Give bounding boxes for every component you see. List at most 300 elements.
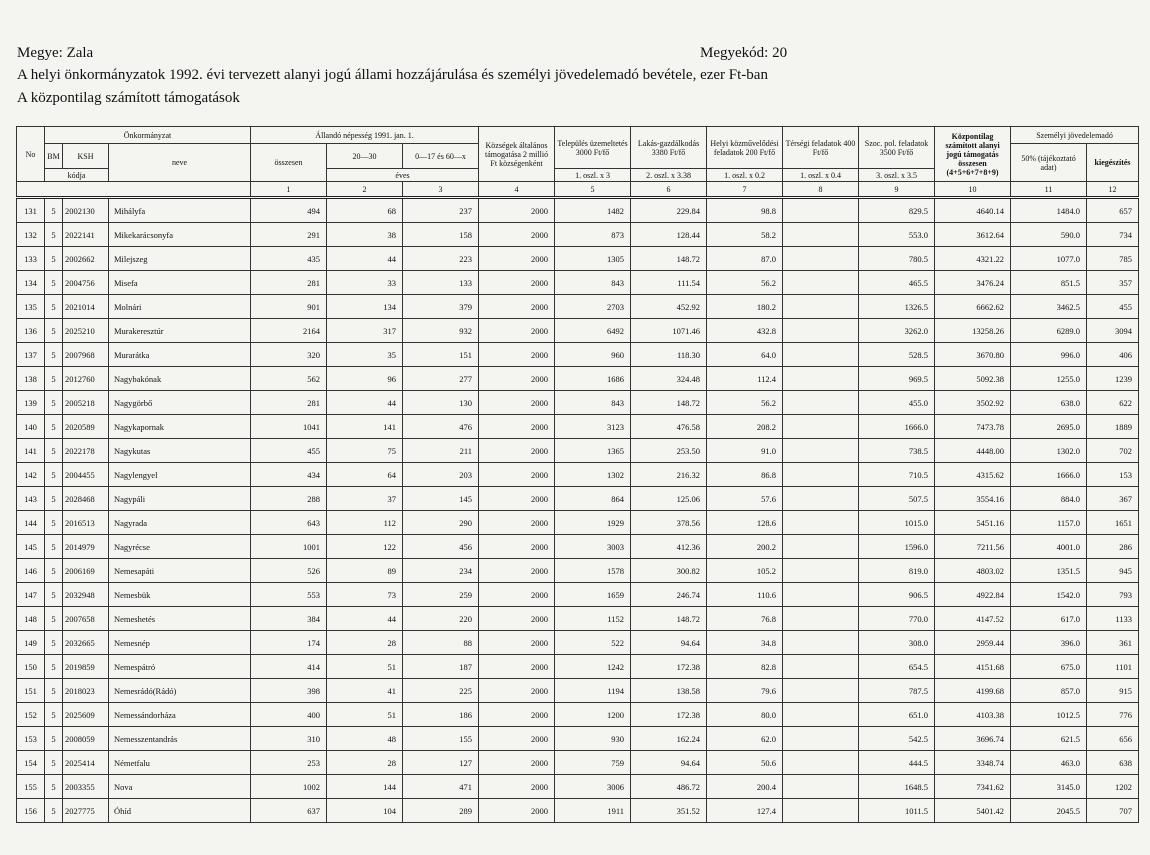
- population-20-30: 48: [327, 727, 403, 751]
- table-row: [17, 463, 1139, 487]
- population-20-30: 134: [327, 295, 403, 319]
- tersegi-value: [783, 343, 859, 367]
- population-total: 553: [251, 583, 327, 607]
- population-0-17-60: 290: [403, 511, 479, 535]
- szja-50-value: 996.0: [1011, 343, 1087, 367]
- kozsegek-value: 2000: [479, 271, 555, 295]
- ksh-code: 2008059: [63, 727, 109, 751]
- population-0-17-60: 133: [403, 271, 479, 295]
- population-total: 435: [251, 247, 327, 271]
- ksh-code: 2007968: [63, 343, 109, 367]
- kiegeszites-value: 361: [1087, 631, 1139, 655]
- population-20-30: 51: [327, 703, 403, 727]
- kozsegek-value: 2000: [479, 463, 555, 487]
- table-row: [17, 607, 1139, 631]
- population-0-17-60: 471: [403, 775, 479, 799]
- ksh-code: 2032948: [63, 583, 109, 607]
- bm-code: 5: [45, 583, 63, 607]
- tersegi-value: [783, 415, 859, 439]
- kiegeszites-value: 707: [1087, 799, 1139, 823]
- helyi-value: 180.2: [707, 295, 783, 319]
- kiegeszites-value: 1101: [1087, 655, 1139, 679]
- szoc-value: 787.5: [859, 679, 935, 703]
- szja-50-value: 6289.0: [1011, 319, 1087, 343]
- telepules-value: 843: [555, 271, 631, 295]
- kozpontilag-value: 3348.74: [935, 751, 1011, 775]
- table-row: [17, 727, 1139, 751]
- telepules-value: 1194: [555, 679, 631, 703]
- municipality-name: Mihályfa: [109, 198, 251, 223]
- population-20-30: 44: [327, 391, 403, 415]
- tersegi-value: [783, 439, 859, 463]
- tersegi-value: [783, 487, 859, 511]
- page-title: A helyi önkormányzatok 1992. évi tervezett alanyi jogú állami hozzájárulása és személyi jövedelemadó bevétele, ezer Ft-ban: [17, 67, 768, 83]
- helyi-value: 56.2: [707, 271, 783, 295]
- table-row: [17, 679, 1139, 703]
- tersegi-value: [783, 295, 859, 319]
- kozpontilag-value: 4640.14: [935, 198, 1011, 223]
- kozsegek-value: 2000: [479, 775, 555, 799]
- tersegi-value: [783, 319, 859, 343]
- table-header: [17, 127, 1139, 198]
- tersegi-value: [783, 559, 859, 583]
- tersegi-value: [783, 367, 859, 391]
- col-number: 9: [859, 182, 935, 198]
- kozpontilag-value: 3554.16: [935, 487, 1011, 511]
- helyi-value: 58.2: [707, 223, 783, 247]
- lakas-value: 138.58: [631, 679, 707, 703]
- helyi-value: 128.6: [707, 511, 783, 535]
- szja-50-value: 2695.0: [1011, 415, 1087, 439]
- kozpontilag-value: 4448.00: [935, 439, 1011, 463]
- kozsegek-value: 2000: [479, 679, 555, 703]
- szoc-value: 308.0: [859, 631, 935, 655]
- bm-code: 5: [45, 319, 63, 343]
- population-20-30: 144: [327, 775, 403, 799]
- szoc-value: 969.5: [859, 367, 935, 391]
- lakas-value: 1071.46: [631, 319, 707, 343]
- table-row: [17, 535, 1139, 559]
- kozpontilag-value: 4103.38: [935, 703, 1011, 727]
- col-number: 7: [707, 182, 783, 198]
- szoc-value: 710.5: [859, 463, 935, 487]
- col-szoc-formula: 3. oszl. x 3.5: [859, 169, 935, 182]
- page-subtitle: A központilag számított támogatások: [17, 90, 240, 106]
- kozsegek-value: 2000: [479, 727, 555, 751]
- municipality-name: Nagyrécse: [109, 535, 251, 559]
- kozpontilag-value: 7211.56: [935, 535, 1011, 559]
- kozsegek-value: 2000: [479, 559, 555, 583]
- table-row: [17, 511, 1139, 535]
- row-no: 155: [17, 775, 45, 799]
- row-no: 144: [17, 511, 45, 535]
- ksh-code: 2002662: [63, 247, 109, 271]
- population-20-30: 141: [327, 415, 403, 439]
- col-lakas: Lakás-gazdálkodás 3380 Ft/fő: [631, 127, 707, 169]
- population-0-17-60: 130: [403, 391, 479, 415]
- kozpontilag-value: 3476.24: [935, 271, 1011, 295]
- szja-50-value: 463.0: [1011, 751, 1087, 775]
- ksh-code: 2022178: [63, 439, 109, 463]
- lakas-value: 253.50: [631, 439, 707, 463]
- table-row: [17, 415, 1139, 439]
- lakas-value: 148.72: [631, 607, 707, 631]
- kozpontilag-value: 4147.52: [935, 607, 1011, 631]
- municipality-name: Nagyrada: [109, 511, 251, 535]
- szja-50-value: 2045.5: [1011, 799, 1087, 823]
- ksh-code: 2025609: [63, 703, 109, 727]
- row-no: 150: [17, 655, 45, 679]
- table-row: [17, 295, 1139, 319]
- col-kiegeszites: kiegészítés: [1087, 144, 1139, 182]
- population-total: 637: [251, 799, 327, 823]
- municipality-name: Nagygörbő: [109, 391, 251, 415]
- row-no: 151: [17, 679, 45, 703]
- kiegeszites-value: 153: [1087, 463, 1139, 487]
- population-0-17-60: 223: [403, 247, 479, 271]
- kiegeszites-value: 1239: [1087, 367, 1139, 391]
- row-no: 156: [17, 799, 45, 823]
- bm-code: 5: [45, 511, 63, 535]
- kiegeszites-value: 1133: [1087, 607, 1139, 631]
- col-number: 6: [631, 182, 707, 198]
- telepules-value: 522: [555, 631, 631, 655]
- szja-50-value: 884.0: [1011, 487, 1087, 511]
- ksh-code: 2012760: [63, 367, 109, 391]
- szja-50-value: 621.5: [1011, 727, 1087, 751]
- col-eves: éves: [327, 169, 479, 182]
- kiegeszites-value: 1202: [1087, 775, 1139, 799]
- tersegi-value: [783, 511, 859, 535]
- population-0-17-60: 476: [403, 415, 479, 439]
- telepules-value: 864: [555, 487, 631, 511]
- szja-50-value: 851.5: [1011, 271, 1087, 295]
- bm-code: 5: [45, 198, 63, 223]
- population-total: 1041: [251, 415, 327, 439]
- lakas-value: 324.48: [631, 367, 707, 391]
- telepules-value: 873: [555, 223, 631, 247]
- kiegeszites-value: 785: [1087, 247, 1139, 271]
- tersegi-value: [783, 463, 859, 487]
- bm-code: 5: [45, 559, 63, 583]
- population-0-17-60: 187: [403, 655, 479, 679]
- kiegeszites-value: 406: [1087, 343, 1139, 367]
- telepules-value: 6492: [555, 319, 631, 343]
- helyi-value: 76.8: [707, 607, 783, 631]
- kozpontilag-value: 4151.68: [935, 655, 1011, 679]
- municipality-name: Nemeshetés: [109, 607, 251, 631]
- population-20-30: 96: [327, 367, 403, 391]
- kozpontilag-value: 7341.62: [935, 775, 1011, 799]
- tersegi-value: [783, 247, 859, 271]
- population-0-17-60: 456: [403, 535, 479, 559]
- szoc-value: 738.5: [859, 439, 935, 463]
- population-0-17-60: 127: [403, 751, 479, 775]
- szja-50-value: 1302.0: [1011, 439, 1087, 463]
- szoc-value: 1666.0: [859, 415, 935, 439]
- bm-code: 5: [45, 439, 63, 463]
- ksh-code: 2032665: [63, 631, 109, 655]
- lakas-value: 300.82: [631, 559, 707, 583]
- population-0-17-60: 225: [403, 679, 479, 703]
- row-no: 138: [17, 367, 45, 391]
- kozsegek-value: 2000: [479, 607, 555, 631]
- municipality-name: Németfalu: [109, 751, 251, 775]
- tersegi-value: [783, 271, 859, 295]
- kiegeszites-value: 793: [1087, 583, 1139, 607]
- row-no: 136: [17, 319, 45, 343]
- ksh-code: 2025414: [63, 751, 109, 775]
- kozsegek-value: 2000: [479, 751, 555, 775]
- szoc-value: 654.5: [859, 655, 935, 679]
- population-total: 384: [251, 607, 327, 631]
- population-20-30: 44: [327, 247, 403, 271]
- bm-code: 5: [45, 727, 63, 751]
- kozsegek-value: 2000: [479, 439, 555, 463]
- row-no: 149: [17, 631, 45, 655]
- ksh-code: 2004756: [63, 271, 109, 295]
- szja-50-value: 857.0: [1011, 679, 1087, 703]
- population-20-30: 75: [327, 439, 403, 463]
- col-number-blank: [17, 182, 251, 198]
- population-0-17-60: 158: [403, 223, 479, 247]
- row-no: 154: [17, 751, 45, 775]
- lakas-value: 94.64: [631, 751, 707, 775]
- telepules-value: 3123: [555, 415, 631, 439]
- bm-code: 5: [45, 391, 63, 415]
- row-no: 133: [17, 247, 45, 271]
- kiegeszites-value: 286: [1087, 535, 1139, 559]
- telepules-value: 1305: [555, 247, 631, 271]
- helyi-value: 64.0: [707, 343, 783, 367]
- col-tersegi: Térségi feladatok 400 Ft/fő: [783, 127, 859, 169]
- szja-50-value: 590.0: [1011, 223, 1087, 247]
- col-kozpontilag: Központilag számított alanyi jogú támogatás összesen (4+5+6+7+8+9): [935, 127, 1011, 182]
- table-row: [17, 319, 1139, 343]
- telepules-value: 3006: [555, 775, 631, 799]
- szja-50-value: 1157.0: [1011, 511, 1087, 535]
- helyi-value: 86.8: [707, 463, 783, 487]
- municipality-name: Molnári: [109, 295, 251, 319]
- kozpontilag-value: 4922.84: [935, 583, 1011, 607]
- municipality-name: Nemesszentandrás: [109, 727, 251, 751]
- szoc-value: 542.5: [859, 727, 935, 751]
- col-neve: neve: [109, 144, 251, 182]
- col-telepules-formula: 1. oszl. x 3: [555, 169, 631, 182]
- col-onkormanyzat: Önkormányzat: [45, 127, 251, 144]
- municipality-name: Nagykutas: [109, 439, 251, 463]
- telepules-value: 2703: [555, 295, 631, 319]
- ksh-code: 2005218: [63, 391, 109, 415]
- kozpontilag-value: 3612.64: [935, 223, 1011, 247]
- szoc-value: 1648.5: [859, 775, 935, 799]
- col-number: 11: [1011, 182, 1087, 198]
- lakas-value: 148.72: [631, 247, 707, 271]
- population-total: 526: [251, 559, 327, 583]
- row-no: 139: [17, 391, 45, 415]
- helyi-value: 57.6: [707, 487, 783, 511]
- municipality-name: Nemesbük: [109, 583, 251, 607]
- bm-code: 5: [45, 247, 63, 271]
- population-0-17-60: 88: [403, 631, 479, 655]
- telepules-value: 1482: [555, 198, 631, 223]
- kozsegek-value: 2000: [479, 295, 555, 319]
- col-number: 8: [783, 182, 859, 198]
- kozpontilag-value: 4199.68: [935, 679, 1011, 703]
- table-row: [17, 751, 1139, 775]
- col-bm: BM: [45, 144, 63, 169]
- col-number: 2: [327, 182, 403, 198]
- tersegi-value: [783, 751, 859, 775]
- population-20-30: 28: [327, 751, 403, 775]
- telepules-value: 1686: [555, 367, 631, 391]
- population-20-30: 28: [327, 631, 403, 655]
- population-0-17-60: 211: [403, 439, 479, 463]
- lakas-value: 412.36: [631, 535, 707, 559]
- municipality-name: Nemesnép: [109, 631, 251, 655]
- telepules-value: 1659: [555, 583, 631, 607]
- kozsegek-value: 2000: [479, 703, 555, 727]
- helyi-value: 62.0: [707, 727, 783, 751]
- table-row: [17, 439, 1139, 463]
- tersegi-value: [783, 223, 859, 247]
- lakas-value: 125.06: [631, 487, 707, 511]
- col-helyi: Helyi közművelődési feladatok 200 Ft/fő: [707, 127, 783, 169]
- table-row: [17, 583, 1139, 607]
- helyi-value: 432.8: [707, 319, 783, 343]
- szoc-value: 465.5: [859, 271, 935, 295]
- row-no: 152: [17, 703, 45, 727]
- kozpontilag-value: 4803.02: [935, 559, 1011, 583]
- population-0-17-60: 379: [403, 295, 479, 319]
- helyi-value: 127.4: [707, 799, 783, 823]
- col-szja: Személyi jövedelemadó: [1011, 127, 1139, 144]
- population-0-17-60: 220: [403, 607, 479, 631]
- kozpontilag-value: 4315.62: [935, 463, 1011, 487]
- row-no: 141: [17, 439, 45, 463]
- table-body: [17, 198, 1139, 823]
- helyi-value: 79.6: [707, 679, 783, 703]
- ksh-code: 2003355: [63, 775, 109, 799]
- row-no: 147: [17, 583, 45, 607]
- col-telepules: Település üzemeltetés 3000 Ft/fő: [555, 127, 631, 169]
- kiegeszites-value: 657: [1087, 198, 1139, 223]
- table-row: [17, 559, 1139, 583]
- municipality-name: Nemespátró: [109, 655, 251, 679]
- lakas-value: 476.58: [631, 415, 707, 439]
- szja-50-value: 4001.0: [1011, 535, 1087, 559]
- col-kodja: kódja: [45, 169, 109, 182]
- telepules-value: 1152: [555, 607, 631, 631]
- ksh-code: 2002130: [63, 198, 109, 223]
- tersegi-value: [783, 631, 859, 655]
- kozsegek-value: 2000: [479, 583, 555, 607]
- helyi-value: 80.0: [707, 703, 783, 727]
- kiegeszites-value: 702: [1087, 439, 1139, 463]
- col-kozsegek: Községek általános támogatása 2 millió Ft községenként: [479, 127, 555, 182]
- bm-code: 5: [45, 607, 63, 631]
- kozpontilag-value: 2959.44: [935, 631, 1011, 655]
- population-total: 291: [251, 223, 327, 247]
- municipality-name: Nemesrádó(Rádó): [109, 679, 251, 703]
- szoc-value: 1015.0: [859, 511, 935, 535]
- population-20-30: 68: [327, 198, 403, 223]
- kiegeszites-value: 1889: [1087, 415, 1139, 439]
- kozpontilag-value: 3696.74: [935, 727, 1011, 751]
- population-20-30: 51: [327, 655, 403, 679]
- szja-50-value: 617.0: [1011, 607, 1087, 631]
- col-20-30: 20—30: [327, 144, 403, 169]
- helyi-value: 82.8: [707, 655, 783, 679]
- population-20-30: 37: [327, 487, 403, 511]
- population-total: 434: [251, 463, 327, 487]
- lakas-value: 378.56: [631, 511, 707, 535]
- szja-50-value: 396.0: [1011, 631, 1087, 655]
- population-total: 643: [251, 511, 327, 535]
- population-total: 281: [251, 271, 327, 295]
- kozpontilag-value: 3670.80: [935, 343, 1011, 367]
- col-number: 12: [1087, 182, 1139, 198]
- kozsegek-value: 2000: [479, 247, 555, 271]
- kiegeszites-value: 1651: [1087, 511, 1139, 535]
- population-0-17-60: 277: [403, 367, 479, 391]
- row-no: 134: [17, 271, 45, 295]
- helyi-value: 200.4: [707, 775, 783, 799]
- lakas-value: 162.24: [631, 727, 707, 751]
- ksh-code: 2007658: [63, 607, 109, 631]
- bm-code: 5: [45, 367, 63, 391]
- kozsegek-value: 2000: [479, 511, 555, 535]
- population-20-30: 64: [327, 463, 403, 487]
- lakas-value: 486.72: [631, 775, 707, 799]
- szja-50-value: 1666.0: [1011, 463, 1087, 487]
- bm-code: 5: [45, 415, 63, 439]
- telepules-value: 1578: [555, 559, 631, 583]
- population-total: 1002: [251, 775, 327, 799]
- szoc-value: 819.0: [859, 559, 935, 583]
- ksh-code: 2006169: [63, 559, 109, 583]
- kiegeszites-value: 776: [1087, 703, 1139, 727]
- bm-code: 5: [45, 295, 63, 319]
- helyi-value: 50.6: [707, 751, 783, 775]
- telepules-value: 1365: [555, 439, 631, 463]
- col-lakas-formula: 2. oszl. x 3.38: [631, 169, 707, 182]
- population-total: 2164: [251, 319, 327, 343]
- ksh-code: 2022141: [63, 223, 109, 247]
- population-20-30: 104: [327, 799, 403, 823]
- tersegi-value: [783, 775, 859, 799]
- helyi-value: 87.0: [707, 247, 783, 271]
- szoc-value: 3262.0: [859, 319, 935, 343]
- szoc-value: 770.0: [859, 607, 935, 631]
- table-row: [17, 775, 1139, 799]
- lakas-value: 351.52: [631, 799, 707, 823]
- population-0-17-60: 155: [403, 727, 479, 751]
- municipality-name: Murakeresztúr: [109, 319, 251, 343]
- szoc-value: 1326.5: [859, 295, 935, 319]
- bm-code: 5: [45, 679, 63, 703]
- kozpontilag-value: 6662.62: [935, 295, 1011, 319]
- population-total: 398: [251, 679, 327, 703]
- lakas-value: 452.92: [631, 295, 707, 319]
- tersegi-value: [783, 799, 859, 823]
- row-no: 142: [17, 463, 45, 487]
- kiegeszites-value: 357: [1087, 271, 1139, 295]
- population-total: 455: [251, 439, 327, 463]
- county-label: Megye: Zala: [17, 45, 94, 61]
- population-total: 253: [251, 751, 327, 775]
- kozsegek-value: 2000: [479, 223, 555, 247]
